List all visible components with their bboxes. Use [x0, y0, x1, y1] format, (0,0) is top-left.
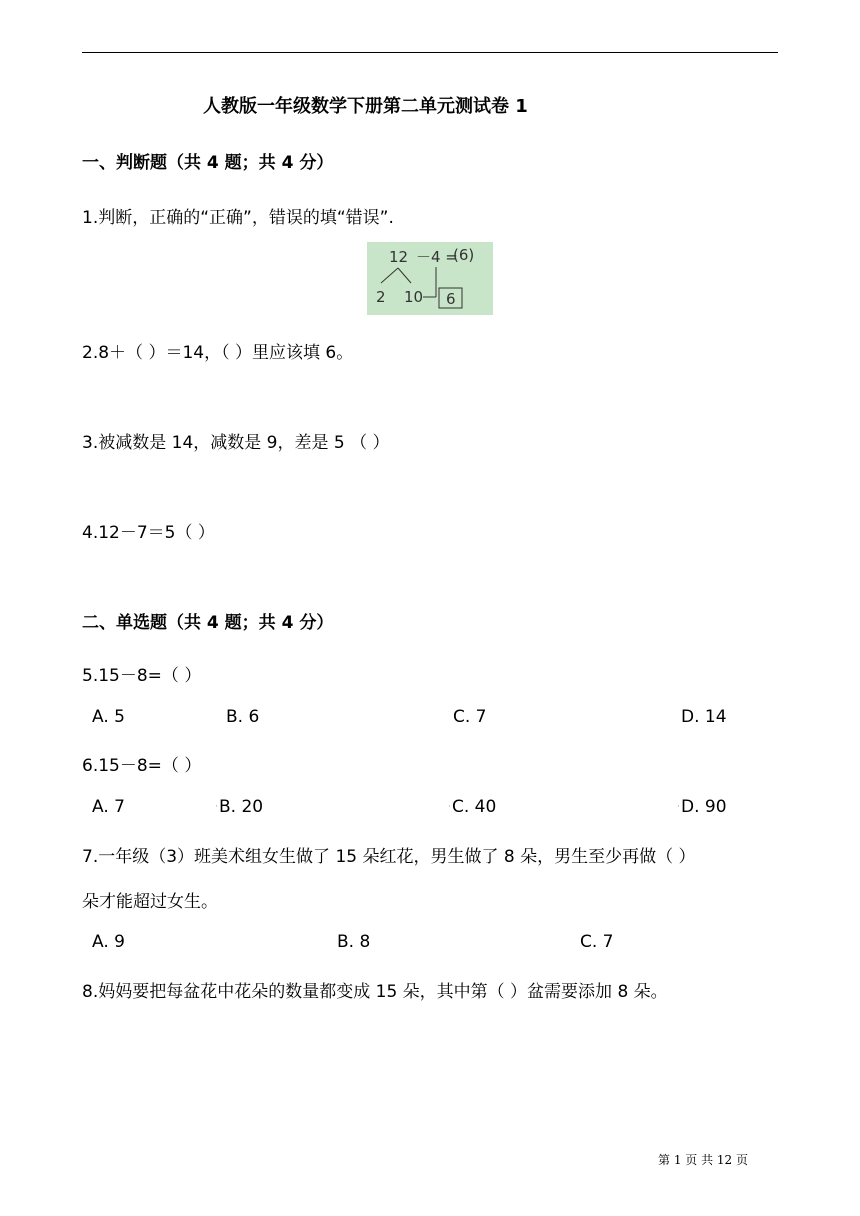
question-3: 3.被减数是 14，减数是 9，差是 5 （ ）	[82, 433, 390, 453]
figure-split-b: 10	[404, 288, 424, 306]
q5-option-c: C. 7	[453, 707, 487, 727]
figure-answer: (6)	[453, 246, 475, 264]
q6-option-d: D. 90	[681, 797, 727, 817]
q7-option-a: A. 9	[92, 932, 125, 952]
figure-split-a: 2	[376, 288, 386, 306]
q5-option-a: A. 5	[92, 707, 125, 727]
q6-option-b: B. 20	[219, 797, 264, 817]
figure-branch-left	[381, 268, 398, 283]
q6-option-c: C. 40	[452, 797, 497, 817]
q7-option-b: B. 8	[337, 932, 371, 952]
question-1: 1.判断，正确的“正确”，错误的填“错误”.	[82, 208, 394, 228]
q6-option-a: A. 7	[92, 797, 125, 817]
option-marker-dot: ·	[448, 802, 451, 812]
section-heading-single-choice: 二、单选题（共 4 题；共 4 分）	[82, 613, 334, 633]
question-1-figure	[367, 242, 493, 315]
question-4: 4.12－7＝5（ ）	[82, 523, 215, 543]
page-footer: 第 1 页 共 12 页	[658, 1153, 748, 1167]
question-8: 8.妈妈要把每盆花中花朵的数量都变成 15 朵，其中第（ ）盆需要添加 8 朵。	[82, 982, 668, 1002]
question-5: 5.15－8=（ ）	[82, 666, 202, 686]
figure-minus-four: －4 =	[416, 248, 458, 266]
q7-option-c: C. 7	[580, 932, 614, 952]
header-rule	[82, 52, 778, 53]
question-7-line-2: 朵才能超过女生。	[82, 892, 218, 912]
figure-minuend: 12	[389, 248, 409, 266]
section-heading-judgment: 一、判断题（共 4 题；共 4 分）	[82, 153, 334, 173]
figure-branch-right	[398, 268, 411, 283]
page-title: 人教版一年级数学下册第二单元测试卷 1	[203, 96, 528, 117]
question-2: 2.8＋（ ）＝14，（ ）里应该填 6。	[82, 343, 354, 363]
option-marker-dot: ·	[215, 802, 218, 812]
option-marker-dot: ·	[677, 802, 680, 812]
question-7-line-1: 7.一年级（3）班美术组女生做了 15 朵红花，男生做了 8 朵，男生至少再做（ ）	[82, 847, 696, 867]
q5-option-b: B. 6	[226, 707, 260, 727]
question-6: 6.15－8=（ ）	[82, 756, 202, 776]
figure-box-value: 6	[446, 290, 456, 308]
q5-option-d: D. 14	[681, 707, 727, 727]
